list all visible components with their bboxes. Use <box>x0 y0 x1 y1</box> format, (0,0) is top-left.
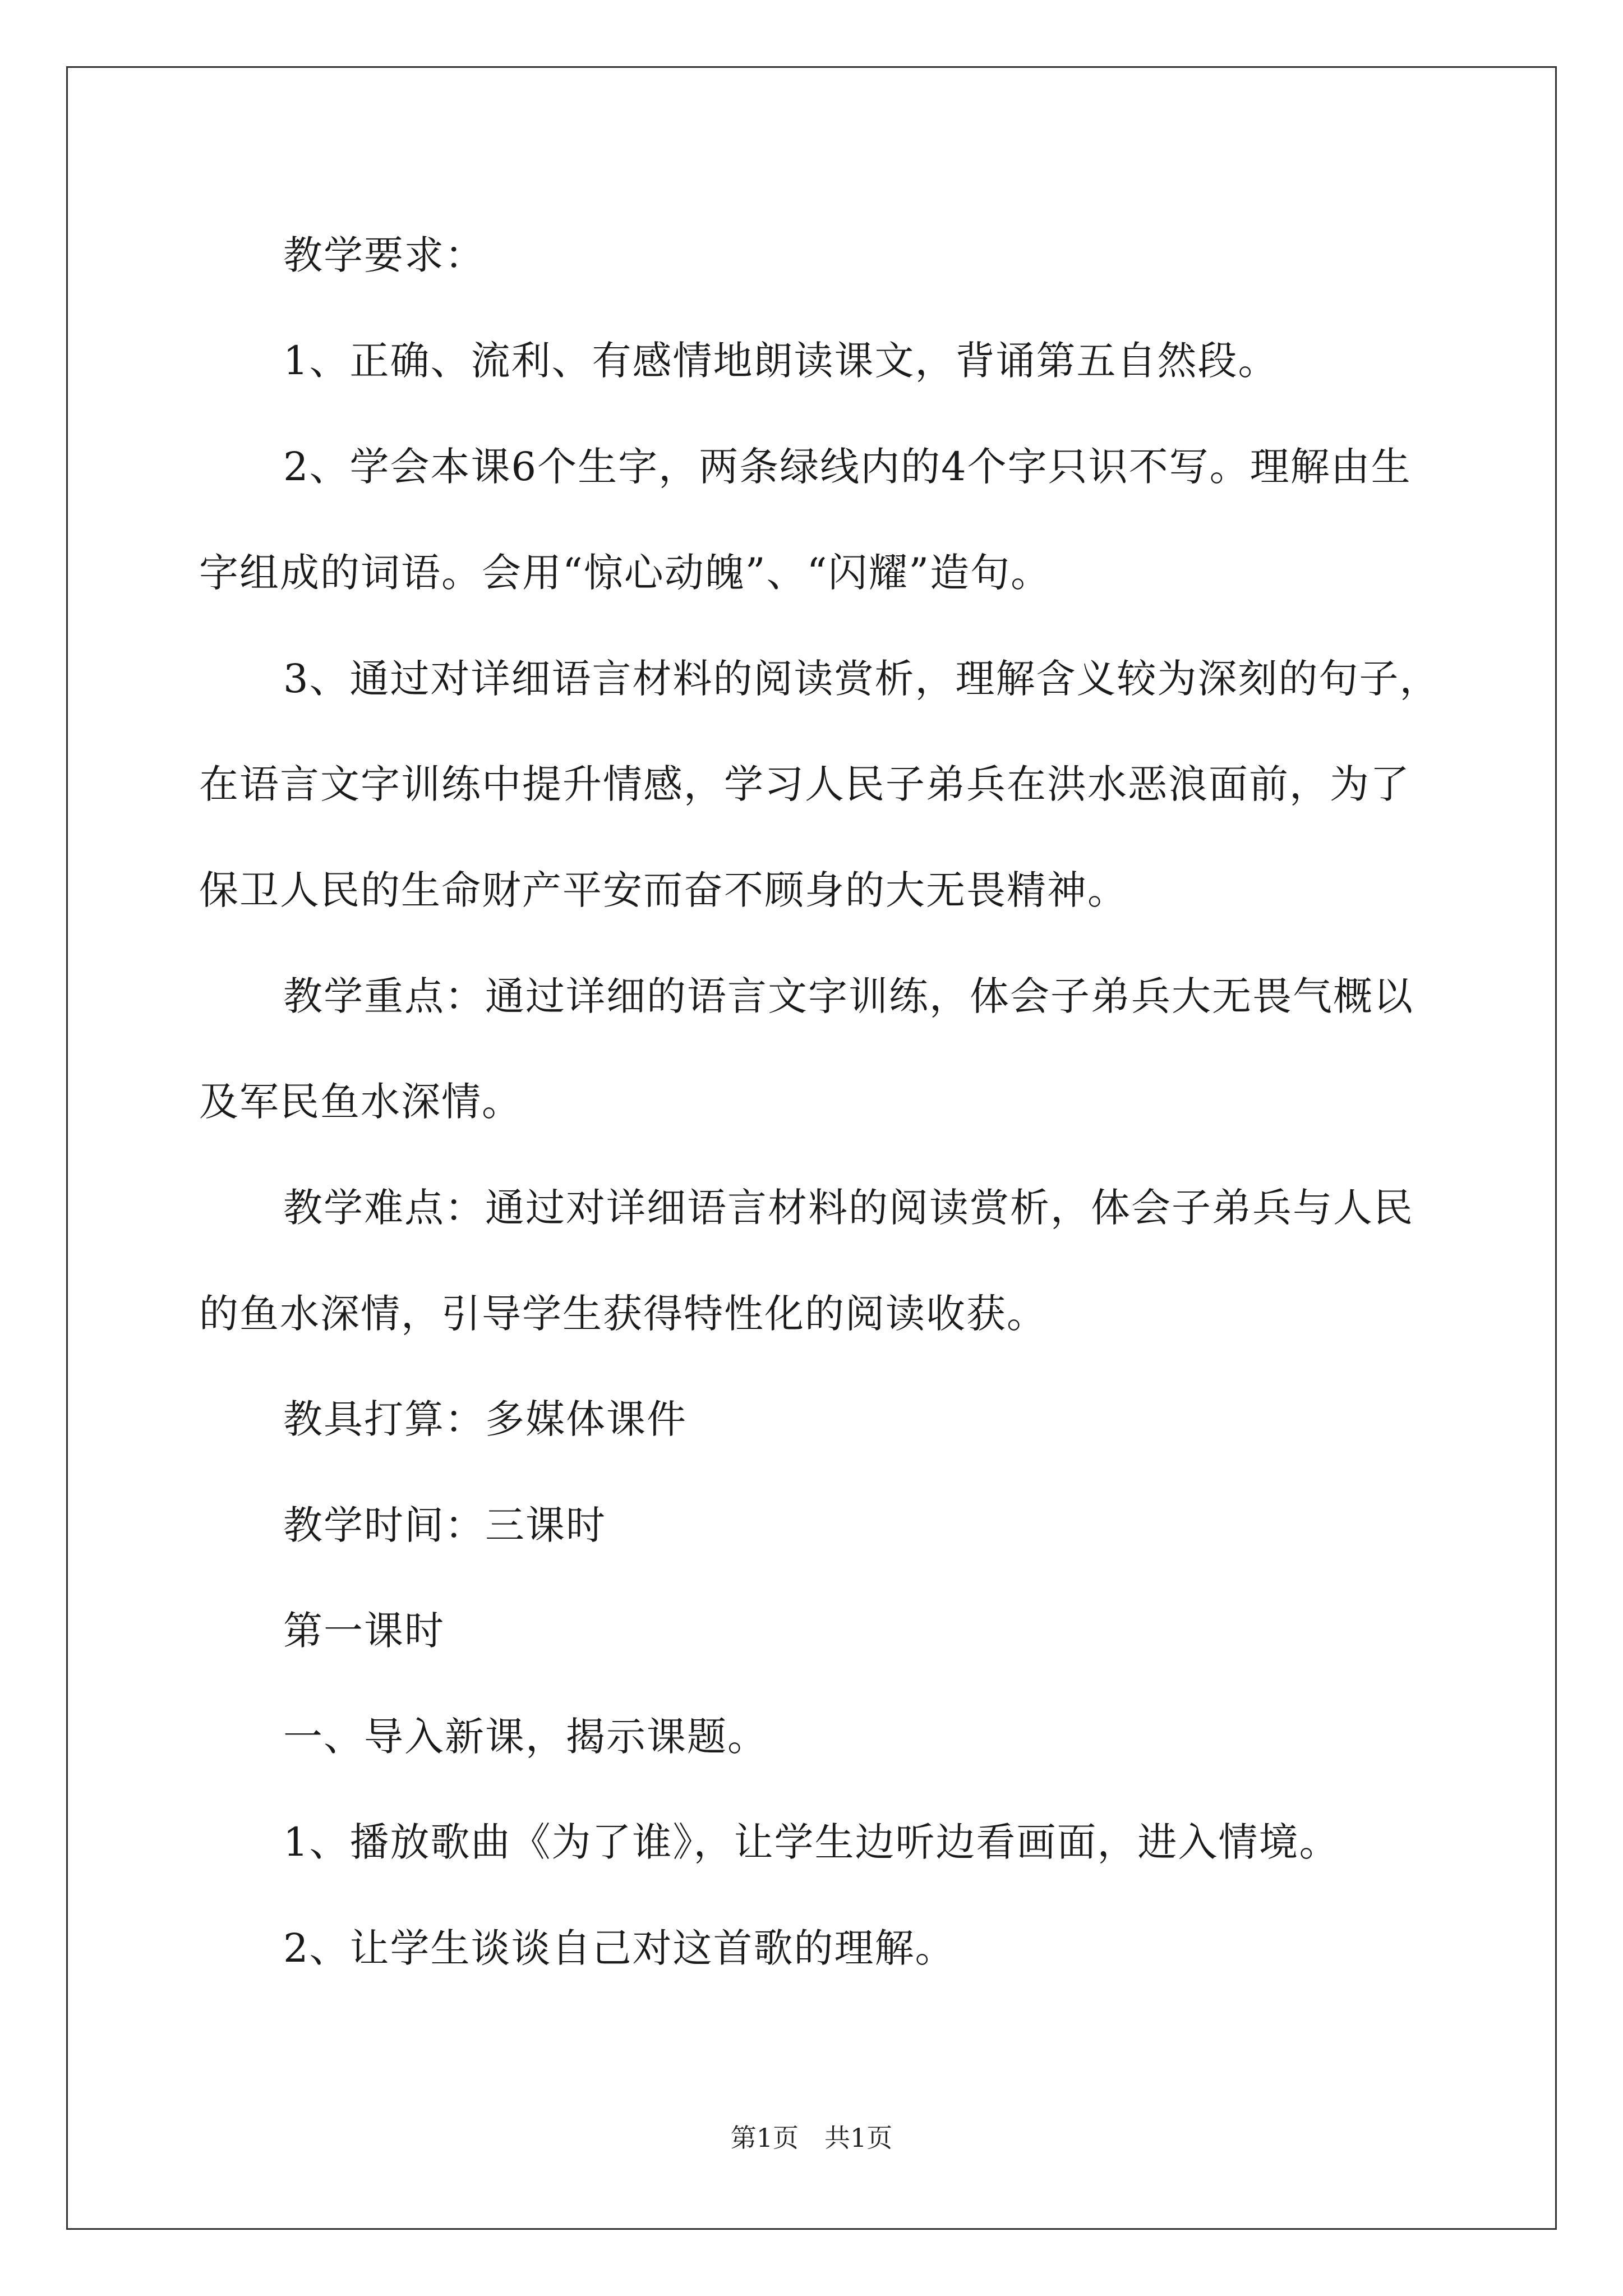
paragraph-line: 1、播放歌曲《为了谁》，让学生边听边看画面，进入情境。 <box>283 1819 1340 1865</box>
page-frame <box>66 66 1557 2230</box>
paragraph-line: 字组成的词语。会用“惊心动魄”、“闪耀”造句。 <box>199 550 1052 596</box>
paragraph-line: 2、学会本课6个生字，两条绿线内的4个字只识不写。理解由生 <box>283 444 1412 490</box>
paragraph-line: 2、让学生谈谈自己对这首歌的理解。 <box>283 1925 956 1971</box>
paragraph-line: 的鱼水深情，引导学生获得特性化的阅读收获。 <box>199 1291 1047 1337</box>
paragraph-line: 教具打算：多媒体课件 <box>283 1396 687 1442</box>
paragraph-line: 教学难点：通过对详细语言材料的阅读赏析，体会子弟兵与人民 <box>283 1185 1414 1231</box>
paragraph-line: 教学时间：三课时 <box>283 1502 606 1548</box>
paragraph-line: 一、导入新课，揭示课题。 <box>283 1714 768 1760</box>
heading-teaching-requirements: 教学要求： <box>283 232 485 278</box>
paragraph-line: 1、正确、流利、有感情地朗读课文，背诵第五自然段。 <box>283 338 1279 384</box>
paragraph-line: 及军民鱼水深情。 <box>199 1079 522 1125</box>
paragraph-line: 保卫人民的生命财产平安而奋不顾身的大无畏精神。 <box>199 867 1128 913</box>
paragraph-line: 教学重点：通过详细的语言文字训练，体会子弟兵大无畏气概以 <box>283 973 1414 1019</box>
page-footer: 第1页 共1页 <box>730 2123 893 2153</box>
paragraph-line: 在语言文字训练中提升情感，学习人民子弟兵在洪水恶浪面前，为了 <box>199 761 1410 807</box>
section-heading: 第一课时 <box>283 1608 445 1654</box>
paragraph-line: 3、通过对详细语言材料的阅读赏析，理解含义较为深刻的句子， <box>283 656 1440 702</box>
